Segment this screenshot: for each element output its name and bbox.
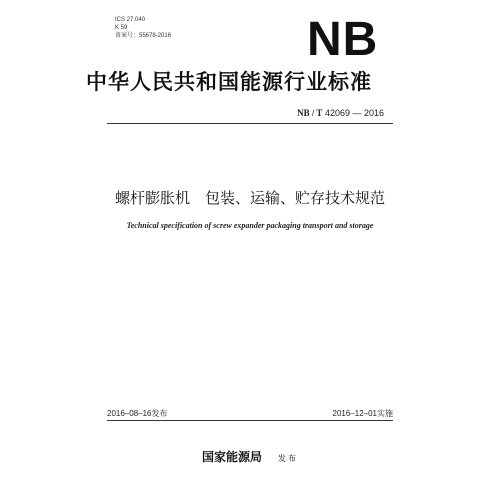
document-title-english: Technical specification of screw expander packaging transport and storage bbox=[126, 221, 374, 230]
issuer-action: 发布 bbox=[278, 454, 298, 463]
document-title-chinese: 螺杆膨胀机 包装、运输、贮存技术规范 bbox=[114, 189, 385, 207]
standard-number bbox=[297, 108, 384, 119]
ics-code: ICS 27.040 bbox=[115, 17, 146, 23]
standard-prefix: NB / T bbox=[297, 108, 323, 118]
standard-code: 42069 — 2016 bbox=[324, 108, 384, 118]
top-divider bbox=[107, 123, 393, 124]
issuer-name: 国家能源局 bbox=[201, 450, 262, 464]
ccs-code: K 59 bbox=[115, 25, 128, 31]
bottom-divider bbox=[107, 420, 393, 421]
issuer-line bbox=[0, 446, 500, 467]
filing-number: 备案号：55678-2016 bbox=[115, 33, 172, 39]
classification-block bbox=[115, 16, 171, 40]
organization-title: 中华人民共和国能源行业标准 bbox=[86, 69, 372, 94]
nb-logo: NB bbox=[307, 13, 379, 66]
publish-date: 2016–08–16发布 bbox=[107, 409, 168, 418]
implement-date: 2016–12–01实施 bbox=[332, 409, 393, 418]
